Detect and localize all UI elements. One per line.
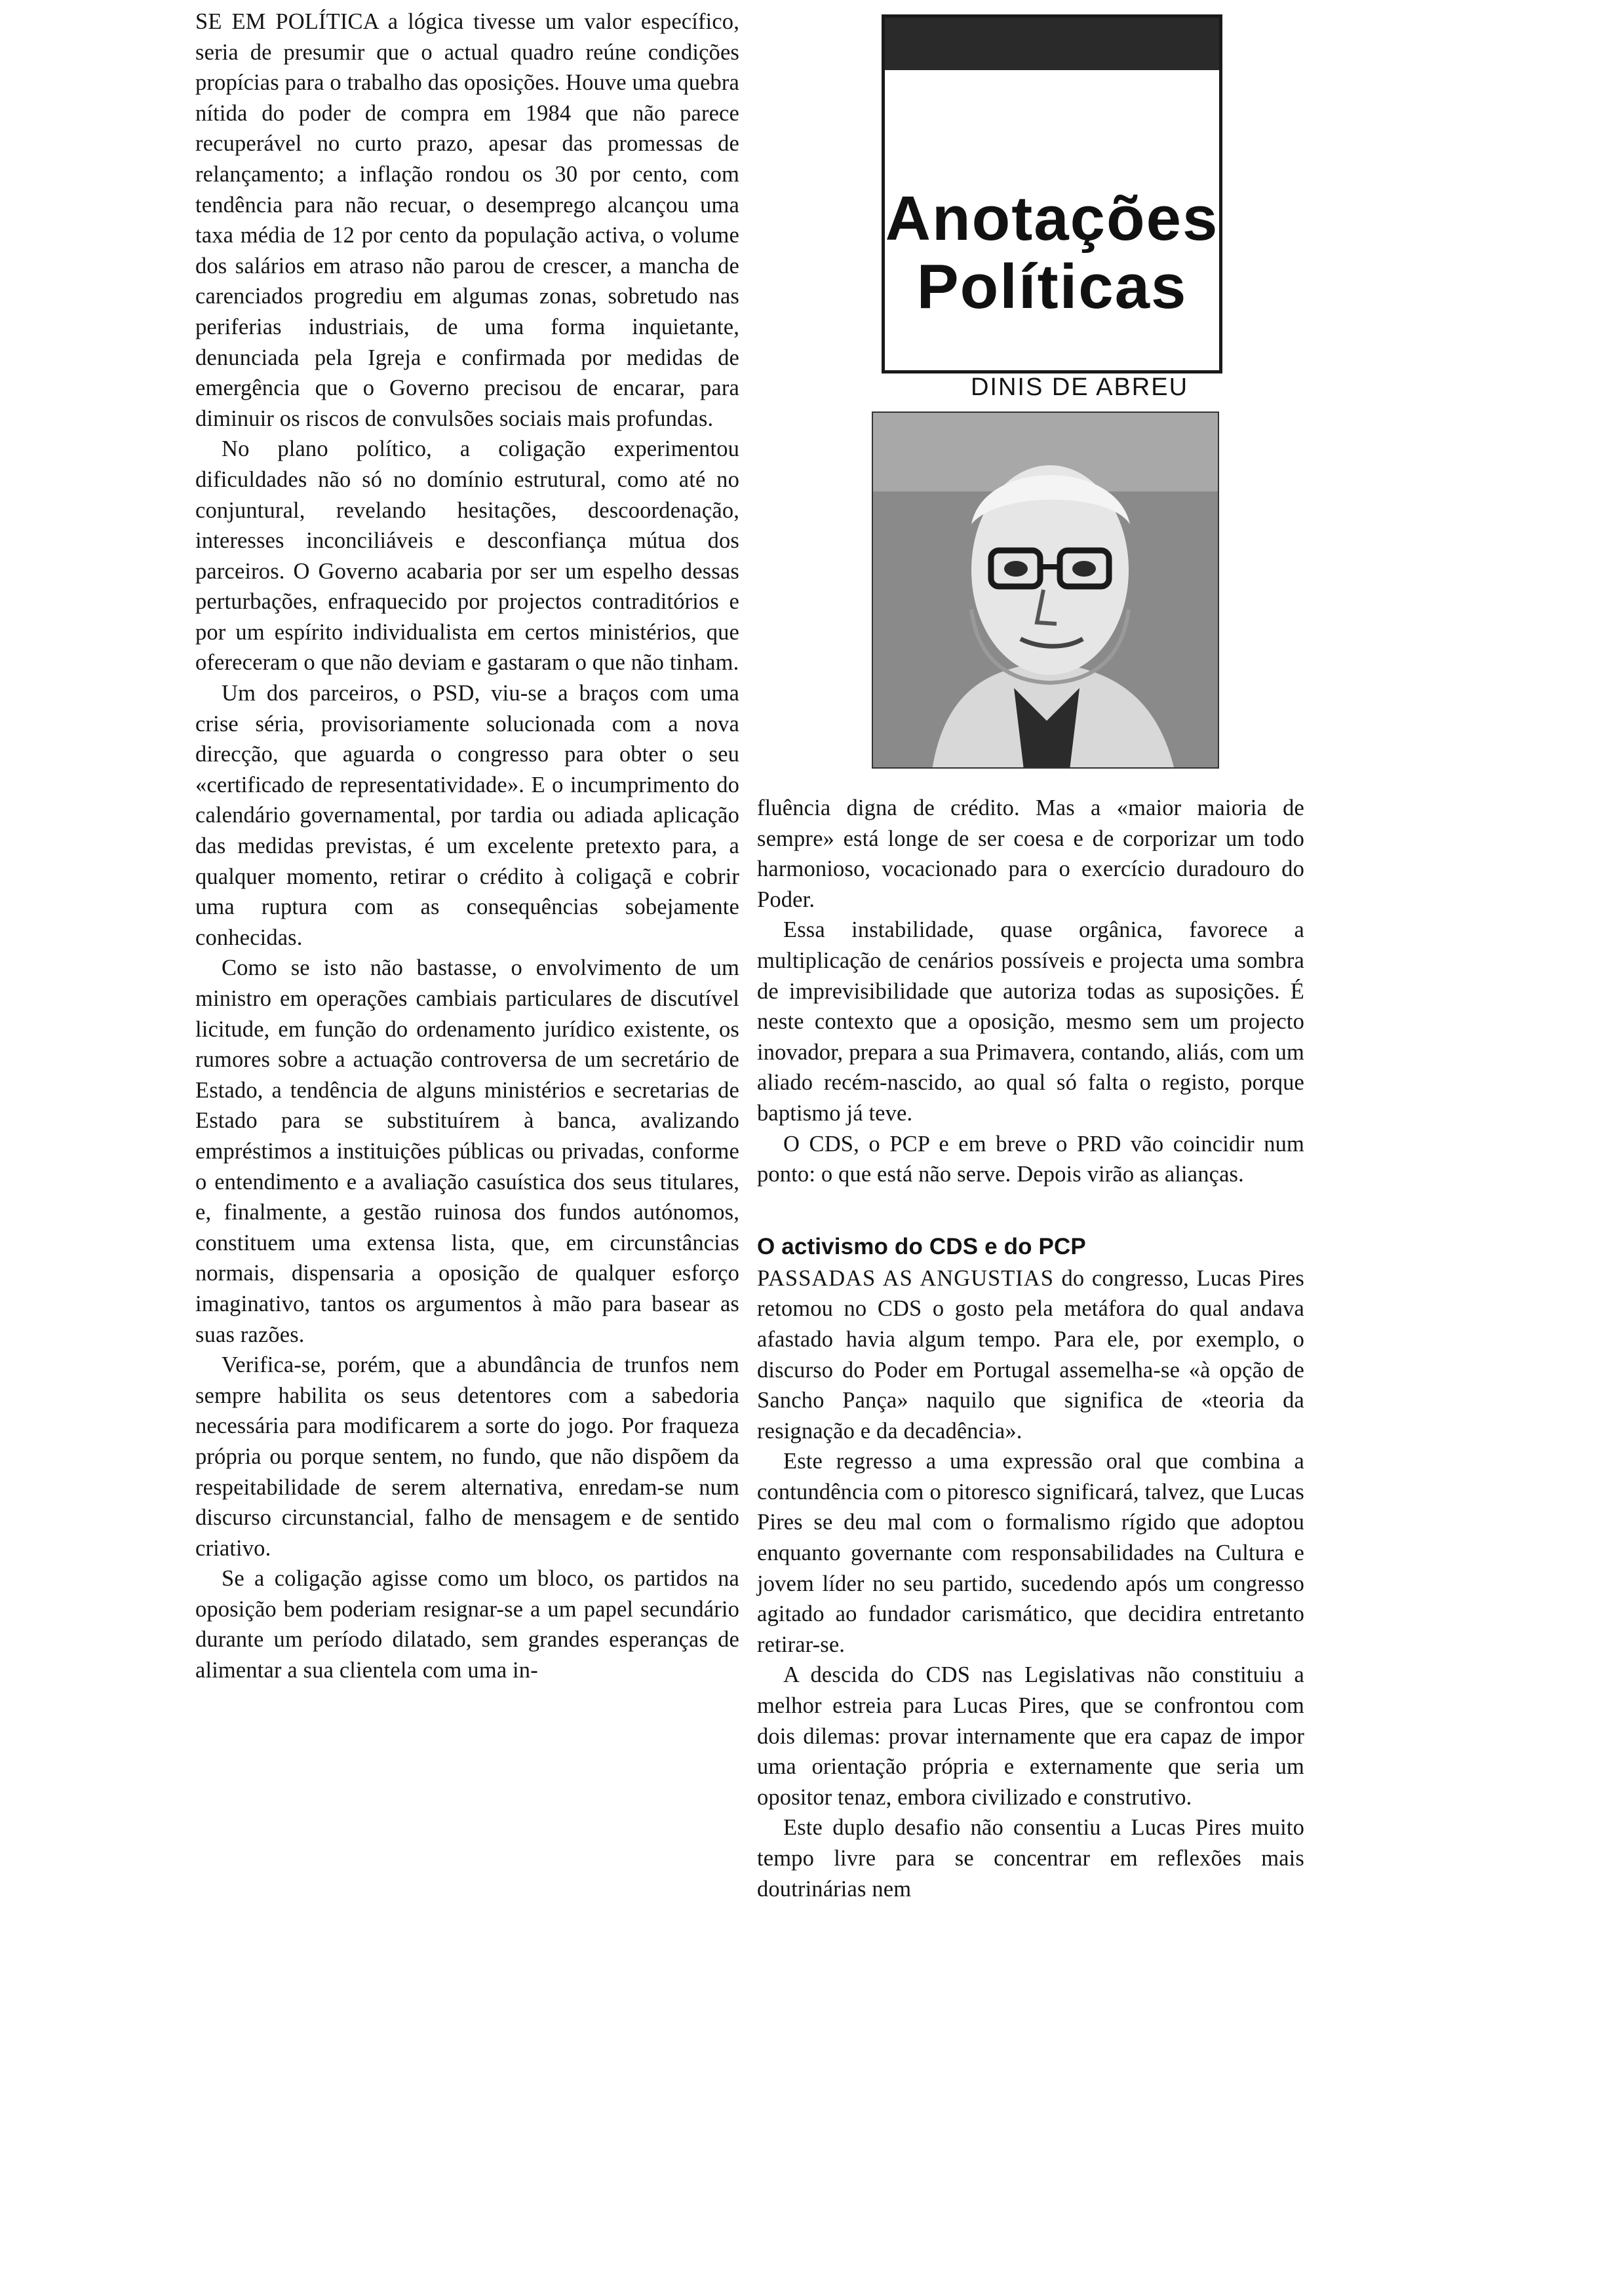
paragraph: SE EM POLÍTICA a lógica tivesse um valor específico, seria de presumir que o actual quadro reúne condições propícias para o trabalho das oposições. Houve uma quebra nítida do poder de compra em 1984 que não parece recuperável no curto prazo, apesar das promessas de relançamento; a inflação rondou os 30 por cento, com tendência para não recuar, o desemprego alcançou uma taxa média de 12 por cento da população activa, o volume dos salários em atraso não parou de crescer, a mancha de carenciados progrediu em algumas zonas, sobretudo nas periferias industriais, de uma forma inquietante, denunciada pela Igreja e confirmada por medidas de emergência que o Governo precisou de encarar, para diminuir os riscos de convulsões sociais mais profundas. <box>195 9 739 431</box>
section-subheading: O activismo do CDS e do PCP <box>757 1233 1086 1259</box>
paragraph: A descida do CDS nas Legislativas não constituiu a melhor estreia para Lucas Pires, que se confrontou com dois dilemas: provar internamente que era capaz de impor uma orientação própria e externamente que seria um opositor tenaz, embora civilizado e construtivo. <box>757 1662 1304 1810</box>
author-portrait <box>872 411 1219 769</box>
author-byline: DINIS DE ABREU <box>970 373 1189 401</box>
column-title-line1: Anotações <box>885 183 1219 254</box>
column-title <box>885 185 1219 321</box>
paragraph: Verifica-se, porém, que a abundância de trunfos nem sempre habilita os seus detentores com a sabedoria necessária para modificarem a sorte do jogo. Por fraqueza própria ou porque sentem, no fundo, que não dispõem da respeitabilidade de serem alternativa, enredam-se num discurso circunstancial, falho de mensagem e de sentido criativo. <box>195 1352 739 1561</box>
paragraph: Se a coligação agisse como um bloco, os partidos na oposição bem poderiam resignar-se a um papel secundário durante um período dilatado, sem grandes esperanças de alimentar a sua clientela com uma in- <box>195 1566 739 1683</box>
portrait-photo-icon <box>873 413 1219 769</box>
lead-in-caps: PASSADAS AS ANGUSTIAS <box>757 1265 1054 1291</box>
paragraph: O CDS, o PCP e em breve o PRD vão coincidir num ponto: o que está não serve. Depois virão as alianças. <box>757 1131 1304 1187</box>
paragraph-text: do congresso, Lucas Pires retomou no CDS o gosto pela metáfora do qual andava afastado havia algum tempo. Para ele, por exemplo, o discurso do Poder em Portugal assemelha-se «à opção de Sancho Pança» naquilo que significa de «teoria da resignação e da decadência». <box>757 1265 1304 1444</box>
paragraph <box>757 1263 1304 1447</box>
paragraph: Como se isto não bastasse, o envolvimento de um ministro em operações cambiais particulares de discutível licitude, em função do ordenamento jurídico existente, os rumores sobre a actuação controversa de um secretário de Estado, a tendência de alguns ministérios e secretarias de Estado para se substituírem à banca, avalizando empréstimos a instituições públicas ou privadas, conforme o entendimento e a avaliação casuística dos seus titulares, e, finalmente, a gestão ruinosa dos fundos autónomos, constituem uma extensa lista, que, em circunstâncias normais, dispensaria a oposição de qualquer esforço imaginativo, tantos os argumentos à mão para basear as suas razões. <box>195 955 739 1347</box>
paragraph: No plano político, a coligação experimentou dificuldades não só no domínio estrutural, como até no conjuntural, revelando hesitações, descoordenação, interesses inconciliáveis e desconfiança mútua dos parceiros. O Governo acabaria por ser um espelho dessas perturbações, enfraquecido por projectos contraditórios e por um espírito individualista em certos ministérios, que ofereceram o que não deviam e gastaram o que não tinham. <box>195 436 739 676</box>
paragraph: Este regresso a uma expressão oral que combina a contundência com o pitoresco significará, talvez, que Lucas Pires se deu mal com o formalismo rígido que adoptou enquanto governante com responsabilidades na Cultura e jovem líder no seu partido, sucedendo após um congresso agitado ao fundador carismático, que decidira entretanto retirar-se. <box>757 1449 1304 1657</box>
article-right-column <box>757 793 1304 1904</box>
paragraph: Essa instabilidade, quase orgânica, favorece a multiplicação de cenários possíveis e projecta uma sombra de imprevisibilidade que autoriza todas as suposições. É neste contexto que a oposição, mesmo sem um projecto inovador, prepara a sua Primavera, contando, aliás, com um aliado recém-nascido, ao qual só falta o registo, porque baptismo já teve. <box>757 917 1304 1126</box>
article-left-column <box>195 7 739 1686</box>
column-title-line2: Políticas <box>916 252 1188 322</box>
paragraph: Um dos parceiros, o PSD, viu-se a braços com uma crise séria, provisoriamente solucionada com a nova direcção, que aguarda o congresso para obter o seu «certificado de representatividade». E o incumprimento do calendário governamental, por tardia ou adiada aplicação das medidas previstas, é um excelente pretexto para, a qualquer momento, retirar o crédito à coligaçã e cobrir uma ruptura com as consequências sobejamente conhecidas. <box>195 681 739 950</box>
column-masthead <box>882 14 1222 373</box>
paragraph: Este duplo desafio não consentiu a Lucas Pires muito tempo livre para se concentrar em reflexões mais doutrinárias nem <box>757 1815 1304 1902</box>
masthead-top-bar <box>885 18 1219 70</box>
paragraph: fluência digna de crédito. Mas a «maior maioria de sempre» está longe de ser coesa e de corporizar um todo harmonioso, vocacionado para o exercício duradouro do Poder. <box>757 795 1304 912</box>
